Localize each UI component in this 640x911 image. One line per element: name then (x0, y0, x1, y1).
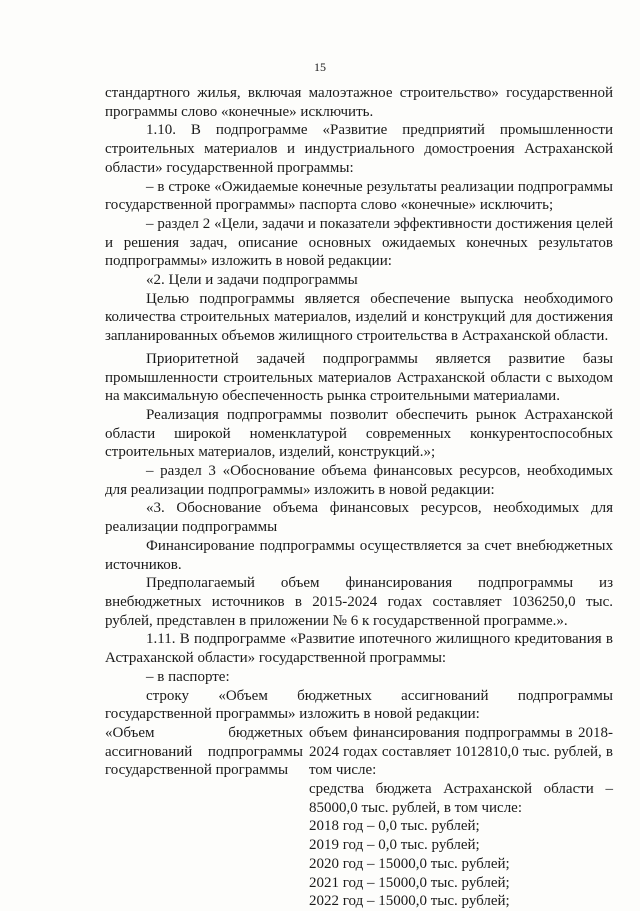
table-value-line: 2020 год – 15000,0 тыс. рублей; (309, 855, 510, 872)
paragraph: стандартного жилья, включая малоэтажное строительство» государственной программы слово «конечные» исключить. (105, 85, 613, 120)
paragraph: – раздел 2 «Цели, задачи и показатели эффективности достижения целей и решения задач, описание основных ожидаемых конечных результатов подпрограммы» изложить в новой редакции: (105, 215, 613, 270)
section-heading: «3. Обоснование объема финансовых ресурсов, необходимых для реализации подпрограммы (105, 500, 613, 536)
section-heading: «2. Цели и задачи подпрограммы (146, 272, 358, 289)
table-label-cell: «Объем бюджетных ассигнований подпрограммы государственной программы (105, 724, 303, 779)
passport-table (105, 724, 613, 911)
justified-line (105, 687, 613, 706)
word: строку (146, 687, 189, 704)
paragraph-continuation: государственной программы» изложить в новой редакции: (105, 706, 480, 723)
paragraph: – раздел 3 «Обоснование объема финансовых ресурсов, необходимых для реализации подпрограммы» изложить в новой редакции: (105, 463, 613, 498)
table-value-line: 2019 год – 0,0 тыс. рублей; (309, 837, 480, 854)
word: бюджетных (297, 687, 372, 704)
paragraph: – в паспорте: (146, 668, 230, 685)
table-value-cell (309, 724, 613, 911)
table-value-line: средства бюджета Астраханской области – 85000,0 тыс. рублей, в том числе: (309, 781, 613, 816)
paragraph: Предполагаемый объем финансирования подпрограммы из внебюджетных источников в 2015-2024 годах составляет 1036250,0 тыс. рублей, представлен в приложении № 6 к государственной программе.». (105, 575, 613, 629)
paragraph: Целью подпрограммы является обеспечение выпуска необходимого количества строительных материалов, изделий и конструкций для достижения запланированных объемов жилищного строительства в Астраханской области. (105, 290, 613, 345)
page-number: 15 (314, 60, 326, 74)
table-value-line: объем финансирования подпрограммы в 2018-2024 годах составляет 1012810,0 тыс. рублей, в том числе: (309, 724, 613, 779)
document-body (105, 84, 613, 911)
table-value-line: 2021 год – 15000,0 тыс. рублей; (309, 874, 510, 891)
word: подпрограммы (517, 687, 613, 704)
word: «Объем (218, 687, 268, 704)
paragraph: – в строке «Ожидаемые конечные результаты реализации подпрограммы государственной программы» паспорта слово «конечные» исключить; (105, 178, 613, 214)
word: ассигнований (401, 687, 489, 704)
table-value-line: 2018 год – 0,0 тыс. рублей; (309, 818, 480, 835)
paragraph: 1.11. В подпрограмме «Развитие ипотечного жилищного кредитования в Астраханской области» государственной программы: (105, 631, 613, 667)
table-value-line: 2022 год – 15000,0 тыс. рублей; (309, 893, 510, 910)
paragraph: Реализация подпрограммы позволит обеспечить рынок Астраханской области широкой номенклатурой современных конкурентоспособных строительных материалов, изделий, конструкций.»; (105, 406, 613, 461)
paragraph: Финансирование подпрограммы осуществляется за счет внебюджетных источников. (105, 537, 613, 573)
paragraph: 1.10. В подпрограмме «Развитие предприятий промышленности строительных материалов и индустриального домостроения Астраханской области» государственной программы: (105, 122, 613, 176)
paragraph: Приоритетной задачей подпрограммы является развитие базы промышленности строительных материалов Астраханской области с выходом на максимальную обеспеченность рынка строительными материалами. (105, 350, 613, 405)
